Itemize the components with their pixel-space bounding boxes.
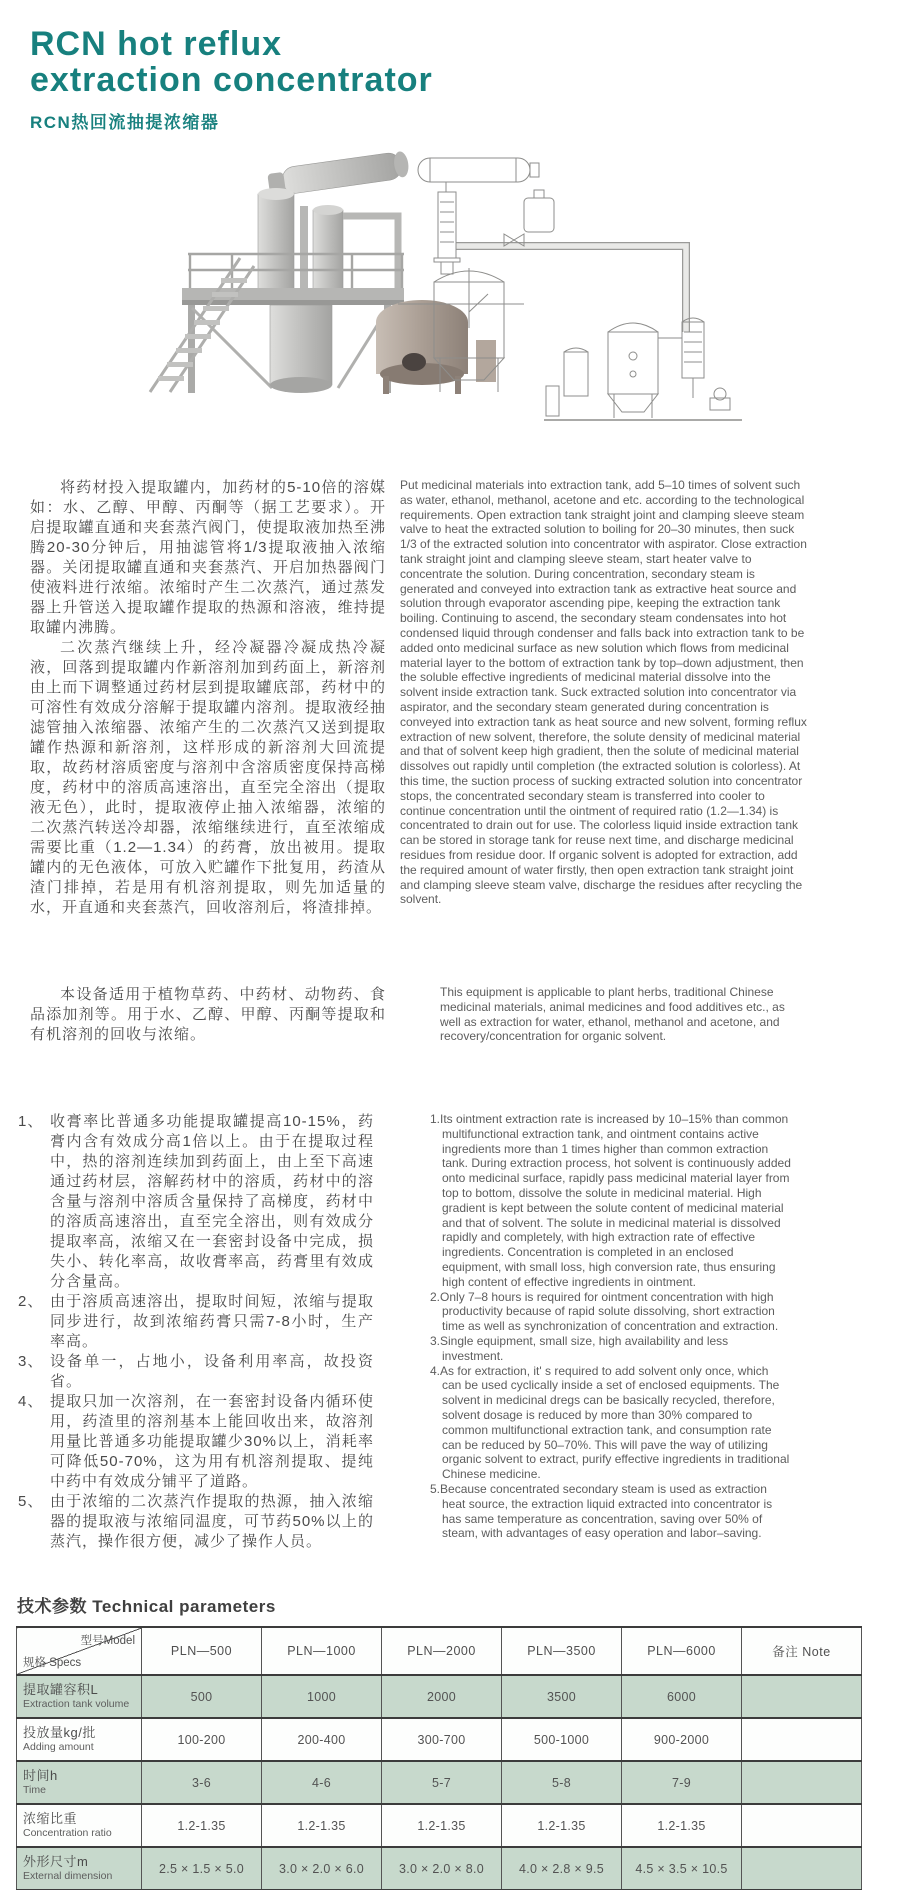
row-label-en: Extraction tank volume bbox=[23, 1698, 130, 1710]
description-section bbox=[30, 478, 869, 918]
note-cell bbox=[742, 1761, 862, 1804]
feature-item-zh bbox=[18, 1492, 374, 1552]
note-column-header: 备注 Note bbox=[742, 1627, 862, 1675]
row-label-en: Adding amount bbox=[23, 1741, 94, 1753]
corner-model-label: 型号Model bbox=[80, 1635, 135, 1647]
applicability-section bbox=[30, 985, 869, 1045]
table-row bbox=[17, 1675, 862, 1718]
feature-text: Its ointment extraction rate is increased by 10–15% than common multifunctional extraction tank, and ointment contains active ingredients more than 1 times higher than common extraction tank. During extraction process, hot solvent is continuously added onto medicinal surface, rapidly pass medicinal material layer from top to bottom, dissolve the solute in medicinal material. High gradient is kept between the solute content of medicinal material and that of solvent. The solute in medicinal material is dissolved rapidly and completely, with high extraction rate of effective ingredients. Concentration is completed in an enclosed equipment, with small loss, high conversion rate, thus ensuring high content of effective ingredients in ointment. bbox=[440, 1112, 791, 1289]
applicability-zh-paragraph: 本设备适用于植物草药、中药材、动物药、食品添加剂等。用于水、乙醇、甲醇、丙酮等提取和有机溶剂的回收与浓缩。 bbox=[30, 986, 386, 1043]
table-cell: 3500 bbox=[502, 1675, 622, 1718]
feature-number: 1. bbox=[430, 1112, 441, 1126]
model-column-header: PLN—2000 bbox=[382, 1627, 502, 1675]
table-cell: 3-6 bbox=[142, 1761, 262, 1804]
table-cell: 1.2-1.35 bbox=[622, 1804, 742, 1847]
feature-text: Single equipment, small size, high availability and less investment. bbox=[440, 1333, 729, 1363]
applicability-chinese bbox=[30, 985, 386, 1045]
table-cell: 5-7 bbox=[382, 1761, 502, 1804]
note-cell bbox=[742, 1804, 862, 1847]
row-label-zh: 外形尺寸m bbox=[23, 1854, 89, 1869]
row-label-cell bbox=[17, 1847, 142, 1890]
description-english bbox=[400, 478, 869, 918]
description-en-paragraph: Put medicinal materials into extraction tank, add 5–10 times of solvent such as water, ethanol, methanol, acetone and etc. according to the technological requirements. Open extraction tank straight joint and clamping sleeve steam valve to heat the extracted solution to boiling for 20–30 minutes, then suck 1/3 of the extracted solution into concentrator with aspirator. Close extraction tank straight joint and clamping sleeve steam, start heater valve to concentrate the solution. During concentration, secondary steam is generated and conveyed into extraction tank as extractive heat source and solution through evaporator ascending pipe, keeping the extraction tank boiling. Continuing to ascend, the secondary steam condensates into hot condensed liquid through condenser and falls back into extraction tank to be added onto medicinal surface as new solution which flows from medicinal material layer to the bottom of extraction tank by top–down adjustment, then the soluble effective ingredients of medicinal material dissolve into the solvent inside extraction tank. Suck extracted solution into concentrator via aspirator, and the secondary steam generated during concentration is conveyed into extraction tank as heat source and new solvent, forming reflux extraction of new solvent, therefore, the solute density of medicinal material and that of solvent keep high gradient, then the solute of medicinal material dissolves out rapidly until completion (the extracted solution is colorless). At this time, the suction process of sucking extracted solution into concentrator stops, the concentrated secondary steam is transferred into cooler to continue concentration until the ointment of required ratio (1.2—1.34) is concentrated to drain out for use. The colorless liquid inside extraction tank can be stored in storage tank for reuse next time, and discharge medicinal residues from residue door. If organic solvent is adopted for extraction, add the required amount of water firstly, then open extraction tank straight joint and clamping sleeve steam valve, discharge the residues after recycling the solvent. bbox=[400, 478, 807, 907]
feature-number: 3、 bbox=[18, 1353, 44, 1370]
row-label-cell bbox=[17, 1718, 142, 1761]
feature-item-zh bbox=[18, 1112, 374, 1292]
feature-number: 3. bbox=[430, 1333, 441, 1348]
table-cell: 500 bbox=[142, 1675, 262, 1718]
table-corner-cell bbox=[17, 1627, 142, 1675]
page-title-line2: extraction concentrator bbox=[30, 61, 433, 100]
note-cell bbox=[742, 1718, 862, 1761]
feature-item-zh bbox=[18, 1392, 374, 1492]
table-cell: 3.0 × 2.0 × 8.0 bbox=[382, 1847, 502, 1890]
note-cell bbox=[742, 1675, 862, 1718]
table-header-row bbox=[17, 1627, 862, 1675]
feature-text: 由于溶质高速溶出，提取时间短，浓缩与提取同步进行，故到浓缩药膏只需7-8小时，生产率高。 bbox=[50, 1293, 374, 1350]
feature-item-en bbox=[430, 1482, 791, 1541]
table-cell: 4.5 × 3.5 × 10.5 bbox=[622, 1847, 742, 1890]
page-title bbox=[30, 26, 433, 99]
features-list-english bbox=[388, 1112, 869, 1552]
technical-parameters-heading: 技术参数 Technical parameters bbox=[17, 1597, 276, 1616]
table-cell: 1.2-1.35 bbox=[142, 1804, 262, 1847]
table-cell: 200-400 bbox=[262, 1718, 382, 1761]
description-zh-paragraph-2: 二次蒸汽继续上升，经冷凝器冷凝成热冷凝液，回落到提取罐内作新溶剂加到药面上，新溶剂由上而下调整通过药材层到提取罐底部，药材中的可溶性有效成分溶解于提取罐内溶剂。提取液经抽滤管抽入浓缩器、浓缩产生的二次蒸汽又送到提取罐作热源和新溶剂，这样形成的新溶剂大回流提取，故药材溶质密度与溶剂中含溶质密度保持高梯度，药材中的溶质高速溶出，直至完全溶出（提取液无色），此时，提取液停止抽入浓缩器，浓缩的二次蒸汽转送冷却器，浓缩继续进行，直至浓缩成需要比重（1.2—1.34）的药膏，放出被用。提取罐内的无色液体，可放入贮罐作下批复用，药渣从渣门排掉，若是用有机溶剂提取，则先加适量的水，开直通和夹套蒸汽，回收溶剂后，将渣排掉。 bbox=[30, 639, 386, 916]
row-label-zh: 提取罐容积L bbox=[23, 1682, 99, 1697]
table-cell: 500-1000 bbox=[502, 1718, 622, 1761]
feature-text: 由于浓缩的二次蒸汽作提取的热源，抽入浓缩器的提取液与浓缩同温度，可节药50%以上的蒸汽，操作很方便，减少了操作人员。 bbox=[50, 1493, 374, 1550]
model-column-header: PLN—3500 bbox=[502, 1627, 622, 1675]
features-list-chinese bbox=[18, 1112, 374, 1552]
table-row bbox=[17, 1804, 862, 1847]
feature-item-en bbox=[430, 1334, 791, 1364]
feature-number: 2. bbox=[430, 1289, 441, 1304]
feature-text: 收膏率比普通多功能提取罐提高10-15%，药膏内含有效成分高1倍以上。由于在提取过程中，热的溶剂连续加到药面上，由上至下高速通过药材层，溶解药材中的溶质，药材中的溶含量与溶剂中溶质含量保持了高梯度，药材中的溶质高速溶出，直至完全溶出，则有效成分提取率高，浓缩又在一套密封设备中完成，损失小、转化率高，故收膏率高，药膏里有效成分含量高。 bbox=[50, 1113, 374, 1290]
feature-number: 2、 bbox=[18, 1293, 44, 1310]
model-column-header: PLN—6000 bbox=[622, 1627, 742, 1675]
table-cell: 1000 bbox=[262, 1675, 382, 1718]
table-cell: 100-200 bbox=[142, 1718, 262, 1761]
features-section bbox=[18, 1112, 869, 1552]
note-cell bbox=[742, 1847, 862, 1890]
table-cell: 3.0 × 2.0 × 6.0 bbox=[262, 1847, 382, 1890]
feature-text: As for extraction, it' s required to add solvent only once, which can be used cyclically inside a set of enclosed equipments. The solvent in medicinal dregs can be basically recycled, therefore, solvent dosage is reduced by more than 30% compared to common multifunctional extraction tank, and consumption rate can be reduced by 50–70%. This will pave the way of utilizing organic solvent to extract, purify effective ingredients in traditional Chinese medicine. bbox=[440, 1363, 790, 1482]
description-chinese bbox=[30, 478, 386, 918]
table-cell: 1.2-1.35 bbox=[262, 1804, 382, 1847]
feature-text: Because concentrated secondary steam is used as extraction heat source, the extraction liquid extracted into concentrator is has same temperature as concentration, saving over 50% of steam, with advantages of easy operation and labor–saving. bbox=[440, 1481, 773, 1541]
table-cell: 900-2000 bbox=[622, 1718, 742, 1761]
model-column-header: PLN—500 bbox=[142, 1627, 262, 1675]
applicability-english bbox=[400, 985, 869, 1045]
table-row bbox=[17, 1847, 862, 1890]
page-title-line1: RCN hot reflux bbox=[30, 25, 282, 63]
table-cell: 2000 bbox=[382, 1675, 502, 1718]
feature-text: 设备单一，占地小，设备利用率高，故投资省。 bbox=[50, 1353, 374, 1390]
page-header bbox=[30, 26, 433, 133]
table-cell: 5-8 bbox=[502, 1761, 622, 1804]
row-label-en: Concentration ratio bbox=[23, 1827, 112, 1839]
row-label-cell bbox=[17, 1761, 142, 1804]
row-label-zh: 浓缩比重 bbox=[23, 1811, 78, 1826]
table-row bbox=[17, 1718, 862, 1761]
row-label-zh: 时间h bbox=[23, 1768, 58, 1783]
row-label-en: Time bbox=[23, 1784, 46, 1796]
row-label-cell bbox=[17, 1804, 142, 1847]
feature-number: 5. bbox=[430, 1481, 441, 1496]
feature-item-en bbox=[430, 1290, 791, 1334]
table-cell: 6000 bbox=[622, 1675, 742, 1718]
table-cell: 2.5 × 1.5 × 5.0 bbox=[142, 1847, 262, 1890]
table-cell: 4-6 bbox=[262, 1761, 382, 1804]
feature-text: Only 7–8 hours is required for ointment concentration with high productivity because of rapid solute dissolving, short extraction time as well as synchronization of concentration and extraction. bbox=[440, 1289, 779, 1334]
table-cell: 300-700 bbox=[382, 1718, 502, 1761]
table-cell: 1.2-1.35 bbox=[382, 1804, 502, 1847]
table-cell: 7-9 bbox=[622, 1761, 742, 1804]
feature-text: 提取只加一次溶剂，在一套密封设备内循环使用，药渣里的溶剂基本上能回收出来，故溶剂用量比普通多功能提取罐少30%以上，消耗率可降低50-70%，这为用有机溶剂提取、提纯中药中有效成分铺平了道路。 bbox=[50, 1393, 374, 1490]
table-cell: 4.0 × 2.8 × 9.5 bbox=[502, 1847, 622, 1890]
corner-specs-label: 规格 Specs bbox=[23, 1657, 82, 1669]
feature-number: 4. bbox=[430, 1363, 441, 1378]
page-subtitle-chinese: RCN热回流抽提浓缩器 bbox=[30, 112, 220, 132]
model-column-header: PLN—1000 bbox=[262, 1627, 382, 1675]
feature-item-en bbox=[430, 1112, 791, 1290]
feature-item-zh bbox=[18, 1292, 374, 1352]
process-diagram-illustration bbox=[396, 146, 748, 428]
feature-number: 5、 bbox=[18, 1493, 44, 1510]
table-row bbox=[17, 1761, 862, 1804]
row-label-cell bbox=[17, 1675, 142, 1718]
technical-parameters-table bbox=[16, 1626, 862, 1890]
table-cell: 1.2-1.35 bbox=[502, 1804, 622, 1847]
applicability-en-paragraph: This equipment is applicable to plant herbs, traditional Chinese medicinal materials, animal medicines and food additives etc., as well as extraction for water, ethanol, methanol and acetone, and recovery/concentration for organic solvent. bbox=[440, 985, 785, 1044]
feature-item-en bbox=[430, 1364, 791, 1482]
feature-number: 4、 bbox=[18, 1393, 44, 1410]
description-zh-paragraph-1: 将药材投入提取罐内，加药材的5-10倍的溶媒如：水、乙醇、甲醇、丙酮等（据工艺要求）。开启提取罐直通和夹套蒸汽阀门，使提取液加热至沸腾20-30分钟后，用抽滤管将1/3提取液抽入浓缩器。关闭提取罐直通和夹套蒸汽、开启加热器阀门使液料进行浓缩。浓缩时产生二次蒸汽，通过蒸发器上升管送入提取罐作提取的热源和溶液，维持提取罐内沸腾。 bbox=[30, 479, 386, 636]
row-label-en: External dimension bbox=[23, 1870, 113, 1882]
row-label-zh: 投放量kg/批 bbox=[23, 1725, 96, 1740]
feature-number: 1、 bbox=[18, 1113, 44, 1130]
feature-item-zh bbox=[18, 1352, 374, 1392]
